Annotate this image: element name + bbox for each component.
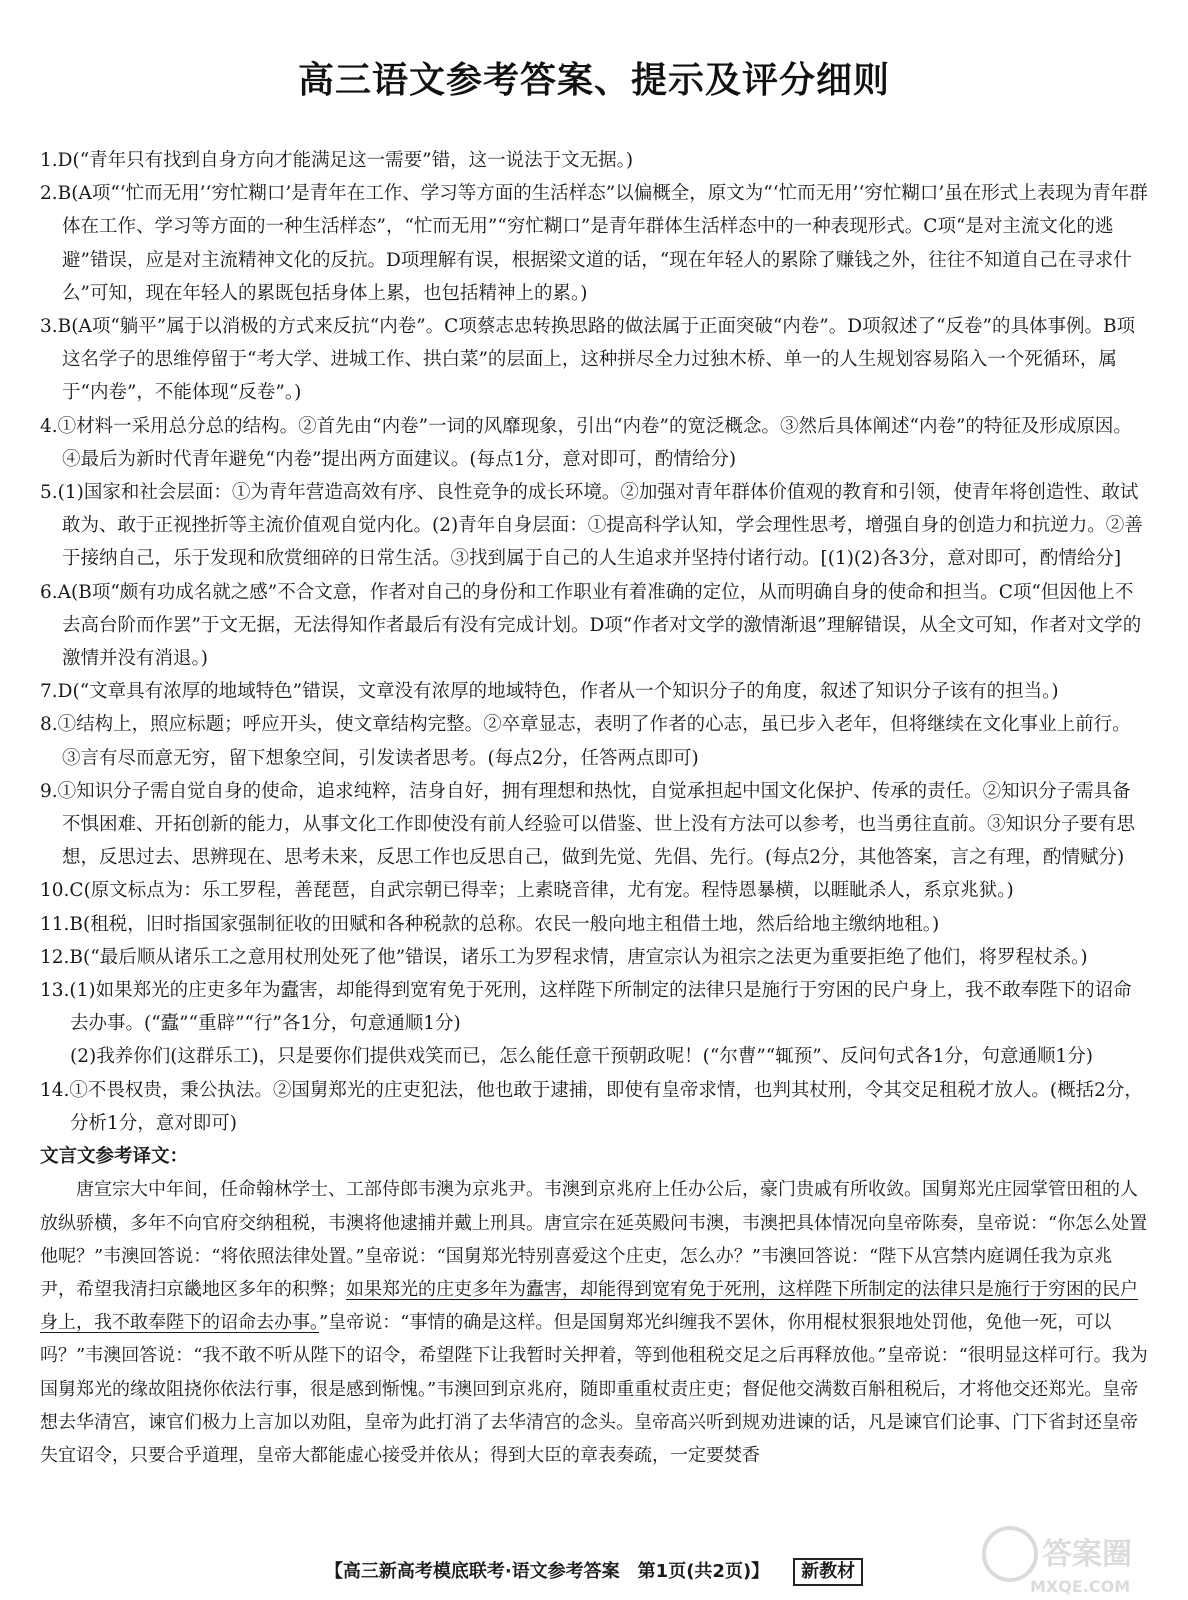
answer-subitem xyxy=(40,1040,1148,1073)
translation-text: 唐宣宗大中年间，任命翰林学士、工部侍郎韦澳为京兆尹。韦澳到京兆府上任办公后，豪门贵戚有所收敛。国舅郑光庄园掌管田租的人放纵骄横，多年不向官府交纳租税，韦澳将他逮捕并戴上刑具。唐宣宗在延英殿问韦澳，韦澳把具体情况向皇帝陈奏，皇帝说：“你怎么处置他呢？”韦澳回答说：“将依照法律处置。”皇帝说：“国舅郑光特别喜爱这个庄吏，怎么办？”韦澳回答说：“陛下从宫禁内庭调任我为京兆尹，希望我清扫京畿地区多年的积弊； xyxy=(40,1179,1148,1300)
answer-number: 7. xyxy=(40,681,58,703)
answer-item xyxy=(40,576,1148,676)
answer-text: ①不畏权贵，秉公执法。②国舅郑光的庄吏犯法，他也敢于逮捕，即使有皇帝求情，也判其杖刑，令其交足租税才放人。(概括2分，分析1分，意对即可) xyxy=(69,1079,1143,1134)
answer-number: 13. xyxy=(40,980,70,1002)
answer-number: 10. xyxy=(40,880,70,902)
answer-item xyxy=(40,708,1148,774)
answer-number: 4. xyxy=(40,415,58,437)
answer-text: ①材料一采用总分总的结构。②首先由“内卷”一词的风靡现象，引出“内卷”的宽泛概念。③然后具体阐述“内卷”的特征及形成原因。④最后为新时代青年避免“内卷”提出两方面建议。(每点1分，意对即可，酌情给分) xyxy=(57,415,1132,470)
answer-number: 6. xyxy=(40,581,58,603)
watermark-subtext: MXQE.COM xyxy=(1030,1577,1131,1596)
answer-item xyxy=(40,310,1148,410)
translation-text: ”皇帝说：“事情的确是这样。但是国舅郑光纠缠我不罢休，你用棍杖狠狠地处罚他，免他一死，可以吗？”韦澳回答说：“我不敢不听从陛下的诏令，希望陛下让我暂时关押着，等到他租税交足之后再释放他。”皇帝说：“很明显这样可行。我为国舅郑光的缘故阻挠你依法行事，很是感到惭愧。”韦澳回到京兆府，随即重重杖责庄吏；督促他交满数百斛租税后，才将他交还郑光。皇帝想去华清宫，谏官们极力上言加以劝阻，皇帝为此打消了去华清宫的念头。皇帝高兴听到规劝进谏的话，凡是谏官们论事、门下省封还皇帝失宜诏令，只要合乎道理，皇帝大都能虚心接受并依从；得到大臣的章表奏疏，一定要焚香 xyxy=(40,1312,1148,1466)
answer-number: 14. xyxy=(40,1079,70,1101)
translation-body xyxy=(40,1173,1148,1472)
answer-item xyxy=(40,476,1148,576)
answer-number: 12. xyxy=(40,946,70,968)
answer-text: D(“青年只有找到自身方向才能满足这一需要”错，这一说法于文无据。) xyxy=(57,150,634,171)
answer-item xyxy=(40,908,1148,941)
answer-item xyxy=(40,775,1148,875)
answer-item xyxy=(40,974,1148,1040)
translation-heading: 文言文参考译文： xyxy=(40,1146,189,1168)
page-title: 高三语文参考答案、提示及评分细则 xyxy=(297,60,890,101)
footer-text: 【高三新高考模底联考·语文参考答案 第1页(共2页)】 xyxy=(324,1561,770,1582)
answer-number: 1. xyxy=(40,150,58,171)
answer-item xyxy=(40,1074,1148,1140)
answer-number: 3. xyxy=(40,316,58,338)
answer-item xyxy=(40,941,1148,974)
answer-text: B(租税，旧时指国家强制征收的田赋和各种税款的总称。农民一般向地主租借土地，然后给地主缴纳地租。) xyxy=(69,913,940,935)
answer-number: 8. xyxy=(40,714,58,736)
answer-item xyxy=(40,675,1148,708)
edition-tag: 新教材 xyxy=(793,1558,863,1586)
answer-text: (1)如果郑光的庄吏多年为蠹害，却能得到宽宥免于死刑，这样陛下所制定的法律只是施行于穷困的民户身上，我不敢奉陛下的诏命去办事。(“蠹”“重辟”“行”各1分，句意通顺1分) xyxy=(69,980,1132,1035)
answer-number: 11. xyxy=(40,913,70,935)
answer-text: B(A项“‘忙而无用’‘穷忙糊口’是青年在工作、学习等方面的生活样态”以偏概全，原文为“‘忙而无用’‘穷忙糊口’虽在形式上表现为青年群体在工作、学习等方面的一种生活样态”，“忙而无用”“穷忙糊口”是青年群体生活样态中的一种表现形式。C项“是对主流文化的逃避”错误，应是对主流精神文化的反抗。D项理解有误，根据梁文道的话，“现在年轻人的累除了赚钱之外，往往不知道自己在寻求什么”可知，现在年轻人的累既包括身体上累，也包括精神上的累。) xyxy=(57,183,1148,304)
answer-text: (1)国家和社会层面：①为青年营造高效有序、良性竞争的成长环境。②加强对青年群体价值观的教育和引领，使青年将创造性、敢试敢为、敢于正视挫折等主流价值观自觉内化。(2)青年自身层面：①提高科学认知，学会理性思考，增强自身的创造力和抗逆力。②善于接纳自己，乐于发现和欣赏细碎的日常生活。③找到属于自己的人生追求并坚持付诸行动。[(1)(2)各3分，意对即可，酌情给分] xyxy=(57,482,1143,570)
answer-text: C(原文标点为：乐工罗程，善琵琶，自武宗朝已得幸；上素晓音律，尤有宠。程恃恩暴横，以睚眦杀人，系京兆狱。) xyxy=(69,880,1014,902)
answer-text: A(B项“颇有功成名就之感”不合文意，作者对自己的身份和工作职业有着准确的定位，从而明确自身的使命和担当。C项“但因他上不去高台阶而作罢”于文无据，无法得知作者最后有没有完成计划。D项“作者对文学的激情渐退”理解错误，从全文可知，作者对文学的激情并没有消退。) xyxy=(57,581,1142,670)
answer-number: 9. xyxy=(40,780,58,802)
watermark-circle-icon xyxy=(984,1528,1036,1580)
answer-item xyxy=(40,144,1148,177)
answer-list xyxy=(40,144,1148,1472)
answer-text: B(A项“躺平”属于以消极的方式来反抗“内卷”。C项蔡志忠转换思路的做法属于正面突破“内卷”。D项叙述了“反卷”的具体事例。B项这名学子的思维停留于“考大学、进城工作、拱白菜”的层面上，这种拼尽全力过独木桥、单一的人生规划容易陷入一个死循环，属于“内卷”，不能体现“反卷”。) xyxy=(57,316,1136,404)
answer-text: ①结构上，照应标题；呼应开头，使文章结构完整。②卒章显志，表明了作者的心志，虽已步入老年，但将继续在文化事业上前行。③言有尽而意无穷，留下想象空间，引发读者思考。(每点2分，任答两点即可) xyxy=(57,714,1131,769)
answer-number: 5. xyxy=(40,482,58,504)
answer-item xyxy=(40,177,1148,310)
translation-underlined-text: 如果郑光的庄吏多年为蠹害，却能得到宽宥免于死刑，这样陛下所制定的法律只是施行于穷困的民户身上，我不敢奉陛下的诏命去办事。 xyxy=(40,1278,1138,1334)
answer-text: (2)我养你们(这群乐工)，只是要你们提供戏笑而已，怎么能任意干预朝政呢！(“尔曹”“辄预”、反问句式各1分，句意通顺1分) xyxy=(70,1046,1093,1068)
answer-item xyxy=(40,874,1148,907)
answer-text: B(“最后顺从诸乐工之意用杖刑处死了他”错误，诸乐工为罗程求情，唐宣宗认为祖宗之法更为重要拒绝了他们，将罗程杖杀。) xyxy=(69,946,1088,968)
answer-number: 2. xyxy=(40,183,58,205)
answer-item xyxy=(40,410,1148,476)
watermark-text: 答案圈 xyxy=(1042,1537,1132,1572)
answer-text: ①知识分子需自觉自身的使命，追求纯粹，洁身自好，拥有理想和热忱，自觉承担起中国文化保护、传承的责任。②知识分子需具备不惧困难、开拓创新的能力，从事文化工作即使没有前人经验可以借鉴、世上没有方法可以参考，也当勇往直前。③知识分子要有思想，反思过去、思辨现在、思考未来，反思工作也反思自己，做到先觉、先倡、先行。(每点2分，其他答案，言之有理，酌情赋分) xyxy=(57,780,1136,869)
answer-text: D(“文章具有浓厚的地域特色”错误，文章没有浓厚的地域特色，作者从一个知识分子的角度，叙述了知识分子该有的担当。) xyxy=(57,681,1059,703)
watermark-logo xyxy=(970,1518,1180,1598)
